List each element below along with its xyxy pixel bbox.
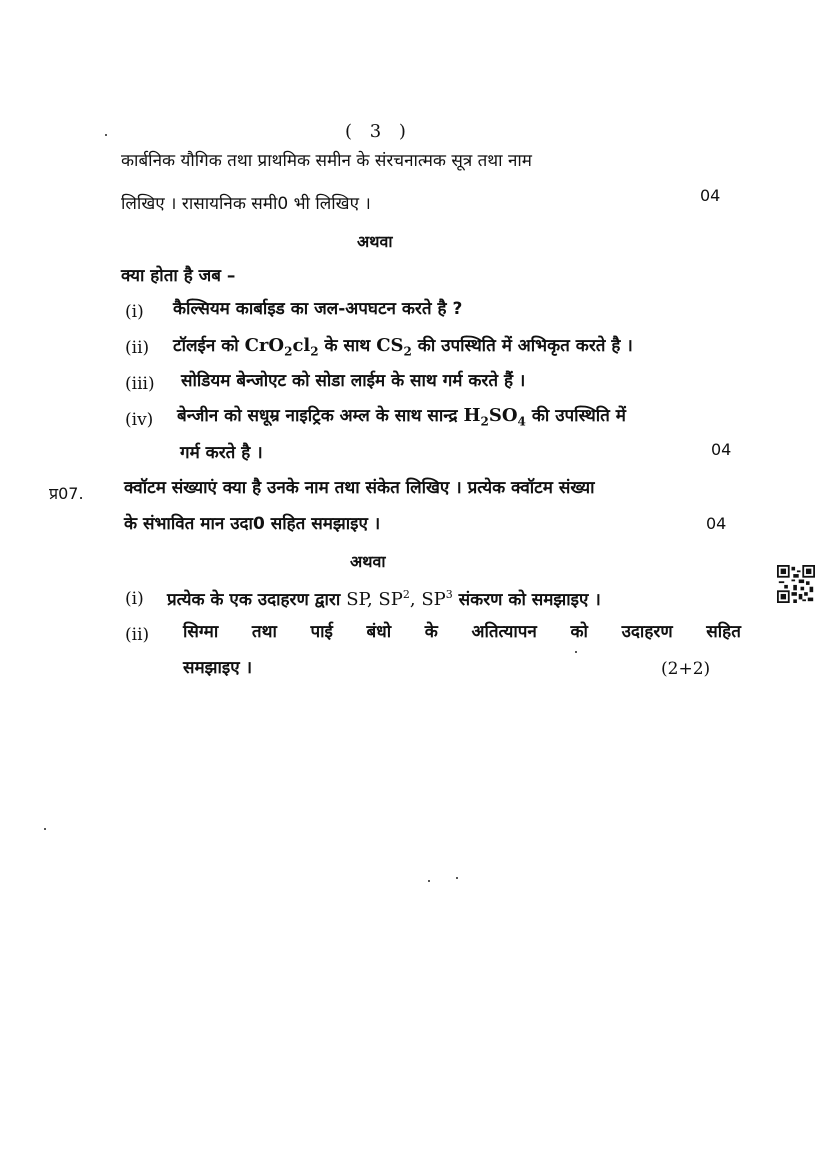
question-line-2: के संभावित मान उदा0 सहित समझाइए । [124,514,381,534]
formula-subscript: 2 [310,344,319,359]
formula-part: CrO [244,335,285,356]
formula-part: cl [292,335,311,356]
formula-part: CS [376,335,404,356]
item-text-part: के साथ [318,336,377,356]
item-text: कैल्सियम कार्बाइड का जल-अपघटन करते है ? [173,299,463,319]
scan-speck [44,828,46,830]
marks-label: 04 [706,514,727,533]
or-separator: अथवा [350,552,386,571]
formula-subscript: 2 [284,344,293,359]
item-word: अतित्यापन [471,622,537,642]
formula [244,335,319,359]
question-line-2: लिखिए । रासायनिक समी0 भी लिखिए । [121,194,371,214]
question-text-line [121,150,741,172]
formula-part: SP, SP [346,589,403,610]
scan-speck [456,877,458,879]
item-text-part: प्रत्येक के एक उदाहरण द्वारा [167,590,347,610]
question-line-1: क्वॉटम संख्याएं क्या है उनके नाम तथा संकेत लिखिए । प्रत्येक क्वॉटम संख्या [124,478,595,498]
marks-label: 04 [700,186,721,205]
item-text-continued: गर्म करते है । [180,443,263,463]
item-word: तथा [251,622,277,642]
formula [376,335,412,359]
formula-subscript: 2 [480,414,489,429]
qr-code-icon [777,565,815,603]
item-word: बंधो [366,622,392,642]
formula-superscript: 3 [445,588,453,601]
formula-subscript: 2 [403,344,412,359]
page-number: ( 3 ) [345,121,412,142]
item-text-part: संकरण को समझाइए । [452,590,601,610]
item-word: के [424,622,438,642]
scan-speck [428,880,430,882]
question-number: प्र07. [49,484,84,503]
item-number: (i) [125,589,144,609]
item-number: (ii) [125,338,150,358]
item-text-continued: समझाइए । [183,658,253,678]
item-text-part: बेन्जीन को सधूम्र नाइट्रिक अम्ल के साथ सान्द्र [177,406,464,426]
item-word: उदाहरण [621,622,673,642]
item-text-part: की उपस्थिति में [525,406,626,426]
item-text-part: टॉलईन को [173,336,245,356]
item-number: (ii) [125,625,150,645]
item-text: सोडियम बेन्जोएट को सोडा लाईम के साथ गर्म करते हैं । [181,371,526,391]
formula [463,405,526,429]
scan-speck [575,651,577,653]
item-text [173,335,633,363]
item-text [177,405,626,433]
formula-part: SO [488,405,518,426]
scan-speck [105,134,107,136]
question-line-1: कार्बनिक यौगिक तथा प्राथमिक समीन के संरचनात्मक सूत्र तथा नाम [121,151,532,171]
formula [346,589,453,610]
item-text-part: की उपस्थिति में अभिकृत करते है । [411,336,633,356]
item-number: (iii) [125,374,155,394]
or-separator: अथवा [357,232,393,251]
question-intro: क्या होता है जब – [121,266,236,286]
item-word: पाई [310,622,333,642]
formula-subscript: 4 [517,414,526,429]
item-text [167,584,601,611]
item-number: (i) [125,302,144,322]
formula-part: H [463,405,481,426]
formula-superscript: 2 [402,588,410,601]
item-word: सिग्मा [183,622,219,642]
item-word: सहित [706,622,741,642]
marks-label: 04 [711,440,732,459]
item-number: (iv) [125,410,154,430]
item-text [183,621,741,643]
formula-part: , SP [409,589,446,610]
item-word: को [570,622,588,642]
marks-label: (2+2) [661,659,711,679]
